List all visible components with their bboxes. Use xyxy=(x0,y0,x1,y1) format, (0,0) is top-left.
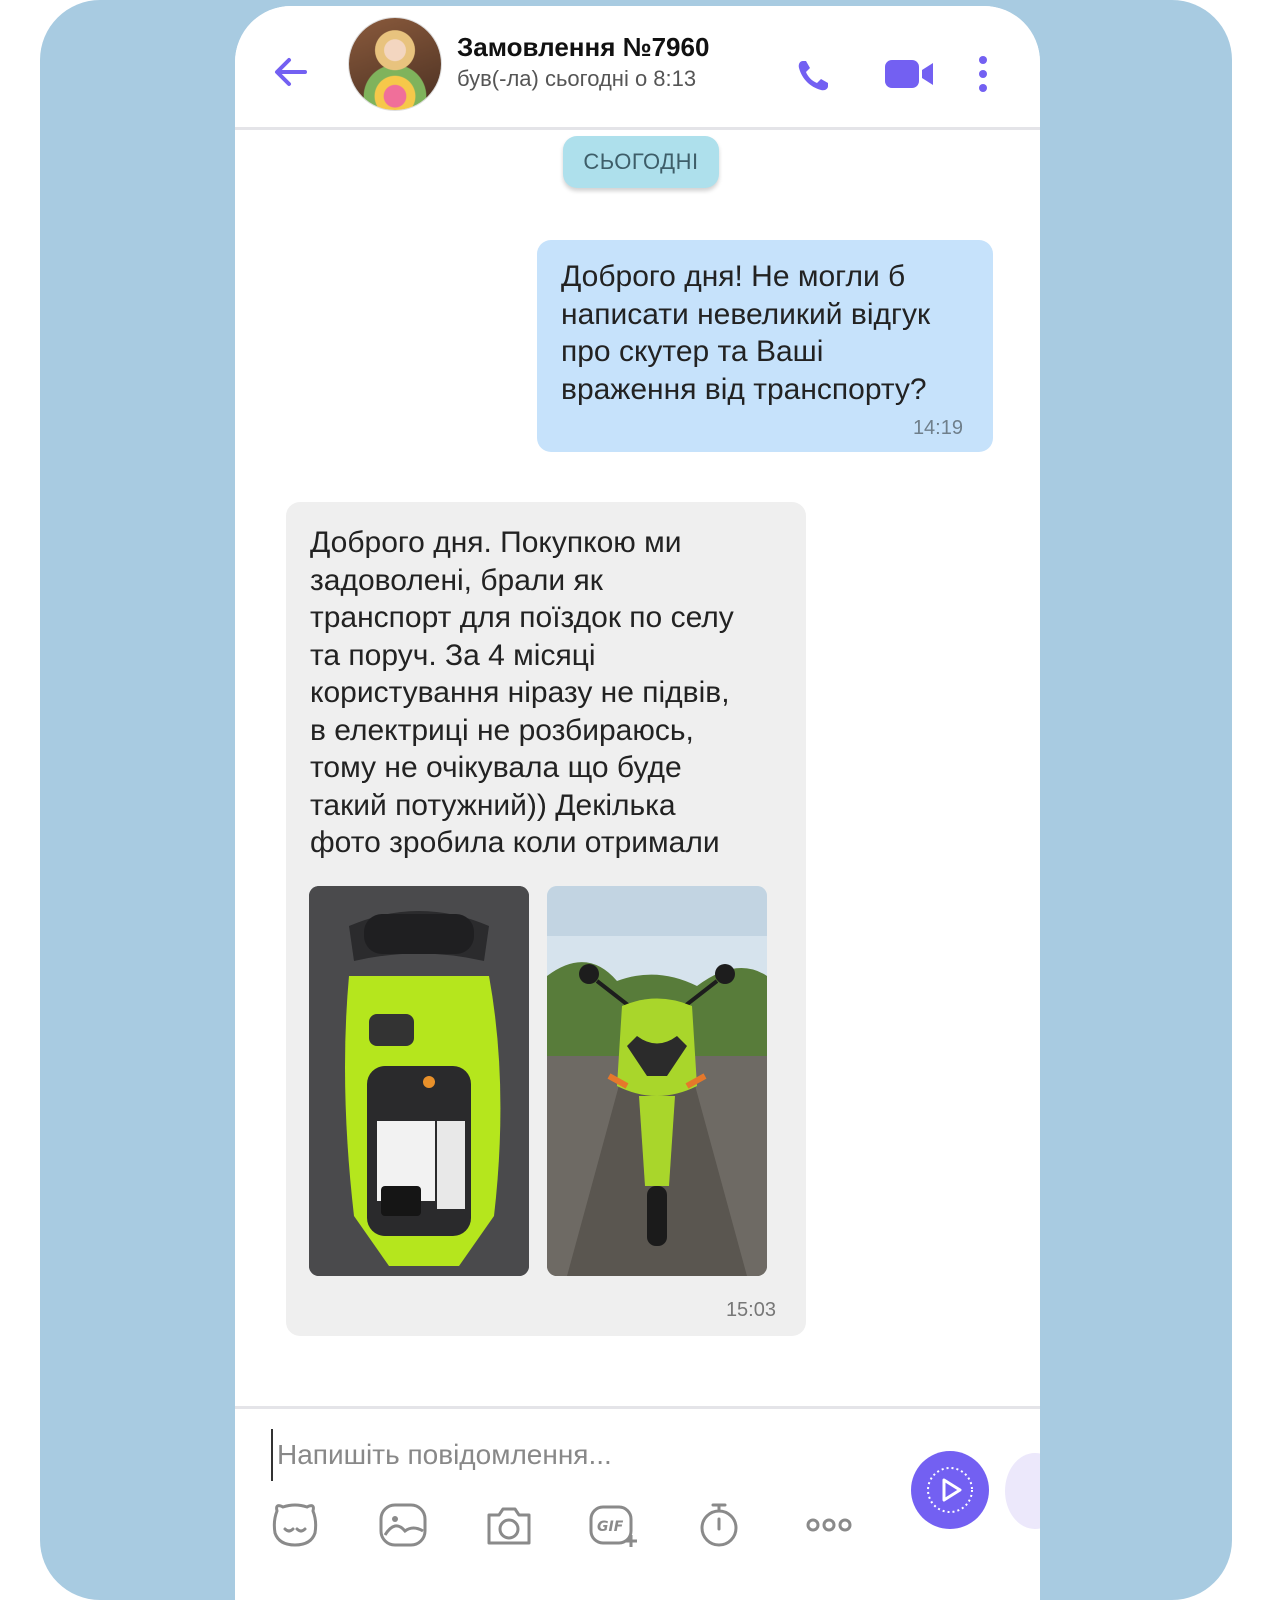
message-incoming[interactable] xyxy=(286,502,806,1336)
phone-icon[interactable] xyxy=(795,58,831,94)
date-separator: СЬОГОДНІ xyxy=(563,136,719,188)
more-horizontal-icon[interactable] xyxy=(803,1501,855,1549)
gif-sticker-icon[interactable] xyxy=(377,1501,429,1549)
message-outgoing[interactable] xyxy=(537,240,993,452)
camera-icon[interactable] xyxy=(483,1501,535,1549)
gif-icon[interactable] xyxy=(587,1501,639,1549)
message-text: Доброго дня! Не могли б написати невеликий відгук про скутер та Ваші враження від транспорту? xyxy=(561,260,931,406)
more-vertical-icon[interactable] xyxy=(973,54,993,94)
scooter-front-image xyxy=(547,886,767,1276)
last-seen-status: був(-ла) сьогодні о 8:13 xyxy=(457,66,697,91)
message-time: 14:19 xyxy=(912,417,963,439)
chat-title[interactable]: Замовлення №7960 xyxy=(457,32,710,62)
photo-scooter-storage[interactable] xyxy=(309,886,529,1276)
video-camera-icon[interactable] xyxy=(883,56,935,92)
send-button-shadow xyxy=(1005,1453,1040,1529)
send-voice-button[interactable] xyxy=(911,1451,989,1529)
message-time: 15:03 xyxy=(725,1299,776,1321)
scooter-storage-image xyxy=(309,886,529,1276)
photo-scooter-front[interactable] xyxy=(547,886,767,1276)
sticker-icon[interactable] xyxy=(269,1501,321,1549)
timer-icon[interactable] xyxy=(693,1501,745,1549)
message-input[interactable] xyxy=(271,1429,899,1481)
message-text: Доброго дня. Покупкою ми задоволені, брали як транспорт для поїздок по селу та поруч. За 4 місяці користування ніразу не підвів, в електриці не розбираюсь, тому не очікувала що буде такий потужний)) Декілька фото зробила коли отримали xyxy=(310,526,734,859)
composer xyxy=(235,1406,1040,1600)
svg-text:GIF: GIF xyxy=(597,1519,624,1535)
back-arrow-icon[interactable] xyxy=(271,52,311,92)
avatar[interactable] xyxy=(349,18,441,110)
chat-header xyxy=(235,6,1040,130)
chat-window xyxy=(235,6,1040,1600)
play-circle-icon xyxy=(911,1451,989,1529)
